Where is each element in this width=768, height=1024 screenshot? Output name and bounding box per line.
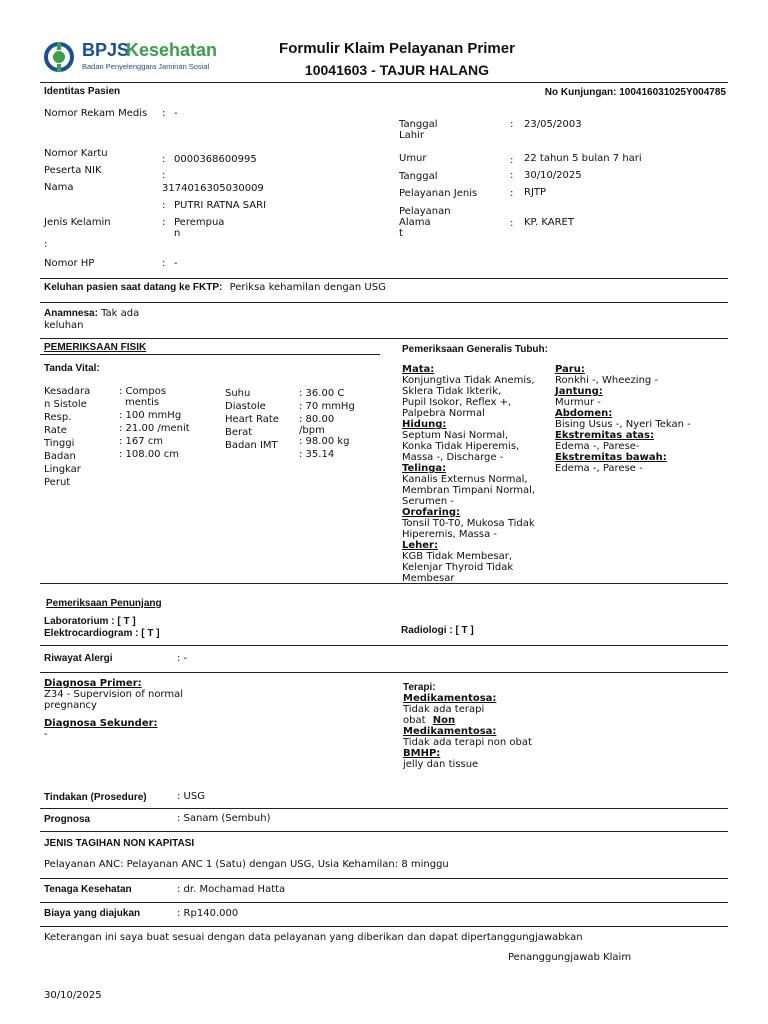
umur-label: Umur <box>399 153 427 164</box>
rekam-medis-label: Nomor Rekam Medis <box>44 108 148 119</box>
mata-label: Mata: <box>402 364 435 375</box>
abdomen-label: Abdomen: <box>555 408 613 419</box>
vital-mid-value: : 35.14 <box>299 449 335 460</box>
vital-left-label: Resp. <box>44 412 72 423</box>
jk-colon: : <box>162 217 166 228</box>
vital-left-value: : Compos <box>119 386 167 397</box>
jk-colon-2: : <box>44 239 48 250</box>
anamnesa-value-2: keluhan <box>44 320 84 331</box>
paru-label: Paru: <box>555 364 585 375</box>
hidung-line: Massa -, Discharge - <box>402 452 504 463</box>
keterangan-text: Keterangan ini saya buat sesuai dengan data pelayanan yang diberikan dan dapat dipertanggungjawabkan <box>44 932 583 943</box>
hidung-label: Hidung: <box>402 419 447 430</box>
jk-value-1: Perempua <box>174 217 225 228</box>
generalis-left-col <box>402 364 550 584</box>
vital-mid-value: : 80.00 <box>299 414 335 425</box>
hp-colon: : <box>162 258 166 269</box>
non-label: Non <box>432 715 456 726</box>
vital-left-label: n Sistole <box>44 399 87 410</box>
tgl-lahir-value: 23/05/2003 <box>524 119 582 130</box>
vital-left-label: Kesadara <box>44 386 91 397</box>
paru-value: Ronkhi -, Wheezing - <box>555 375 659 386</box>
orofaring-line: Tonsil T0-T0, Mukosa Tidak <box>402 518 535 529</box>
tgl-lahir-label-2: Lahir <box>399 130 424 141</box>
vital-left-label: Badan <box>44 451 76 462</box>
nama-colon: : <box>162 200 166 211</box>
mata-line: Konjungtiva Tidak Anemis, <box>402 375 535 386</box>
tgl-lahir-label-1: Tanggal <box>399 119 438 130</box>
radiologi-status: Radiologi : [ T ] <box>401 625 474 636</box>
vital-mid-label: Badan IMT <box>225 440 278 451</box>
anamnesa-value-1: Tak ada <box>101 308 140 319</box>
vital-mid-values <box>299 388 355 460</box>
vital-mid-value: : 70 mmHg <box>299 401 355 412</box>
leher-label: Leher: <box>402 540 438 551</box>
prognosa-value: : Sanam (Sembuh) <box>177 813 271 824</box>
orofaring-label: Orofaring: <box>402 507 461 518</box>
tindakan-value: : USG <box>177 791 205 802</box>
nik-value: 3174016305030009 <box>162 183 264 194</box>
non-medika-value: Tidak ada terapi non obat <box>403 737 532 748</box>
vital-mid-value: : 36.00 C <box>299 388 345 399</box>
vital-left-value: : 167 cm <box>119 436 164 447</box>
no-kunjungan: No Kunjungan: 100416031025Y004785 <box>544 87 726 98</box>
mata-line: Pupil Isokor, Reflex +, <box>402 397 512 408</box>
rekam-medis-value: - <box>174 108 178 119</box>
lab-status: Laboratorium : [ T ] <box>44 616 136 627</box>
medika-label: Medikamentosa: <box>403 693 497 704</box>
bpjs-logo <box>44 40 224 76</box>
terapi-col <box>403 682 532 770</box>
abdomen-value: Bising Usus -, Nyeri Tekan - <box>555 419 691 430</box>
nama-label: Nama <box>44 182 74 193</box>
hp-value: - <box>174 258 178 269</box>
kartu-colon: : <box>162 154 166 165</box>
leher-line: Membesar <box>402 573 455 584</box>
nik-colon: : <box>162 170 166 181</box>
kartu-label: Nomor Kartu <box>44 148 108 159</box>
nik-label: Peserta NIK <box>44 165 102 176</box>
medika-value-2-row <box>403 715 532 726</box>
telinga-line: Serumen - <box>402 496 454 507</box>
hp-label: Nomor HP <box>44 258 95 269</box>
diagnosa-col <box>44 678 183 740</box>
nama-value: PUTRI RATNA SARI <box>174 200 267 211</box>
vital-left-labels <box>44 386 90 488</box>
tanda-vital-title: Tanda Vital: <box>44 363 100 374</box>
rekam-medis-colon: : <box>162 108 166 119</box>
vital-mid-labels <box>225 388 279 451</box>
vital-mid-label: Heart Rate <box>225 414 279 425</box>
non-medika-label: Medikamentosa: <box>403 726 497 737</box>
medika-value: Tidak ada terapi <box>403 704 485 715</box>
generalis-right-col <box>555 364 691 474</box>
vital-mid-label: Suhu <box>225 388 251 399</box>
vital-mid-label: Diastole <box>225 401 266 412</box>
telinga-line: Kanalis Externus Normal, <box>402 474 528 485</box>
generalis-title: Pemeriksaan Generalis Tubuh: <box>402 344 548 355</box>
vital-left-value: mentis <box>125 397 160 408</box>
pelayanan-label-1: Pelayanan Jenis <box>399 188 478 199</box>
tenaga-label: Tenaga Kesehatan <box>44 884 132 895</box>
vital-left-values <box>119 386 190 460</box>
anamnesa-label: Anamnesa: <box>44 308 98 319</box>
prognosa-label: Prognosa <box>44 814 91 825</box>
jantung-label: Jantung: <box>555 386 603 397</box>
vital-mid-value: /bpm <box>299 425 325 436</box>
jk-label: Jenis Kelamin <box>44 217 111 228</box>
keluhan-row <box>44 282 386 293</box>
mata-line: Palpebra Normal <box>402 408 485 419</box>
umur-colon: : <box>510 155 514 166</box>
jantung-value: Murmur - <box>555 397 601 408</box>
jk-value-2: n <box>174 228 181 239</box>
vital-left-label: Rate <box>44 425 67 436</box>
vital-left-value: : 100 mmHg <box>119 410 182 421</box>
pelayanan-value: RJTP <box>524 187 547 198</box>
hidung-line: Septum Nasi Normal, <box>402 430 509 441</box>
eks-bawah-label: Ekstremitas bawah: <box>555 452 667 463</box>
medika-value-2: obat <box>403 715 426 726</box>
vital-mid-value: : 98.00 kg <box>299 436 350 447</box>
alergi-label: Riwayat Alergi <box>44 653 113 664</box>
pelayanan-label-2: Pelayanan <box>399 206 451 217</box>
vital-left-label: Tinggi <box>44 438 75 449</box>
bmhp-value: jelly dan tissue <box>403 759 479 770</box>
tgl-value: 30/10/2025 <box>524 170 582 181</box>
alamat-label-1: Alama <box>399 217 431 228</box>
alamat-value: KP. KARET <box>524 217 574 228</box>
logo-tagline: Badan Penyelenggara Jaminan Sosial <box>82 62 210 71</box>
diagnosa-primer-value: Z34 - Supervision of normal <box>44 689 184 700</box>
leher-line: Kelenjar Thyroid Tidak <box>402 562 514 573</box>
non-kapitasi-value: Pelayanan ANC: Pelayanan ANC 1 (Satu) dengan USG, Usia Kehamilan: 8 minggu <box>44 859 449 870</box>
biaya-value: : Rp140.000 <box>177 908 239 919</box>
ekg-status: Elektrocardiogram : [ T ] <box>44 628 160 639</box>
alamat-label-2: t <box>399 228 403 239</box>
telinga-label: Telinga: <box>402 463 447 474</box>
vital-left-label: Lingkar <box>44 464 81 475</box>
non-kapitasi-title: JENIS TAGIHAN NON KAPITASI <box>44 838 195 849</box>
eks-atas-value: Edema -, Parese- <box>555 441 640 452</box>
tgl-lahir-colon: : <box>510 119 514 130</box>
identitas-title: Identitas Pasien <box>44 86 121 97</box>
tindakan-label: Tindakan (Prosedure) <box>44 792 147 803</box>
diagnosa-primer-value-2: pregnancy <box>44 700 97 711</box>
bpjs-logo-icon <box>44 42 74 72</box>
penunjang-title: Pemeriksaan Penunjang <box>46 598 162 609</box>
tgl-colon: : <box>510 170 514 181</box>
alamat-colon: : <box>510 218 514 229</box>
kartu-value: 0000368600995 <box>174 154 257 165</box>
logo-brand-2: Kesehatan <box>126 40 218 60</box>
tenaga-value: : dr. Mochamad Hatta <box>177 884 286 895</box>
diagnosa-sekunder-value: - <box>44 729 48 740</box>
eks-bawah-value: Edema -, Parese - <box>555 463 643 474</box>
logo-brand: BPJS <box>82 40 130 60</box>
vital-left-value: : 108.00 cm <box>119 449 179 460</box>
alergi-value: : - <box>177 653 188 664</box>
form-subtitle: 10041603 - TAJUR HALANG <box>304 62 490 78</box>
pelayanan-colon: : <box>510 188 514 199</box>
hidung-line: Konka Tidak Hiperemis, <box>402 441 520 452</box>
footer-date: 30/10/2025 <box>44 990 102 1001</box>
keluhan-value: Periksa kehamilan dengan USG <box>229 282 386 293</box>
bmhp-label: BMHP: <box>403 748 441 759</box>
vital-left-value: : 21.00 /menit <box>119 423 190 434</box>
diagnosa-sekunder-label: Diagnosa Sekunder: <box>44 718 158 729</box>
terapi-label: Terapi: <box>403 682 436 693</box>
keluhan-label: Keluhan pasien saat datang ke FKTP: <box>44 282 223 293</box>
form-title: Formulir Klaim Pelayanan Primer <box>279 40 515 57</box>
vital-mid-label: Berat <box>225 427 253 438</box>
umur-value: 22 tahun 5 bulan 7 hari <box>524 153 642 164</box>
vital-left-label: Perut <box>44 477 71 488</box>
biaya-label: Biaya yang diajukan <box>44 908 141 919</box>
penanggungjawab-label: Penanggungjawab Klaim <box>508 952 632 963</box>
leher-line: KGB Tidak Membesar, <box>402 551 513 562</box>
tgl-label: Tanggal <box>399 171 438 182</box>
mata-line: Sklera Tidak Ikterik, <box>402 386 502 397</box>
anamnesa-row <box>44 308 139 319</box>
fisik-title: PEMERIKSAAN FISIK <box>44 342 147 353</box>
diagnosa-primer-label: Diagnosa Primer: <box>44 678 142 689</box>
telinga-line: Membran Timpani Normal, <box>402 485 536 496</box>
eks-atas-label: Ekstremitas atas: <box>555 430 654 441</box>
orofaring-line: Hiperemis, Massa - <box>402 529 498 540</box>
